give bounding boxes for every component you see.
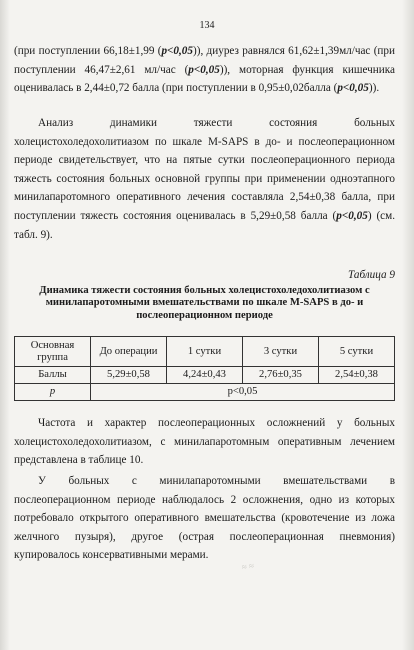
- table-cell: 2,54±0,38: [319, 367, 395, 384]
- paragraph-results-continued: (при поступлении 66,18±1,99 (p<0,05)), диурез равнялся 61,62±1,39мл/час (при поступлении 46,47±2,61 мл/час (p<0,05)), моторная функция кишечника оценивалась в 2,44±0,72 балла (при поступлении в 0,95±0,02балла (p<0,05)).: [14, 45, 395, 95]
- table-header-cell: 3 сутки: [243, 337, 319, 367]
- severity-table: [14, 336, 395, 401]
- table-header-row: [15, 337, 395, 367]
- faint-scan-mark: ≈ ≈: [241, 560, 255, 573]
- table-header-cell: 5 сутки: [319, 337, 395, 367]
- table-cell: 4,24±0,43: [167, 367, 243, 384]
- paragraph-msaps-analysis: Анализ динамики тяжести состояния больных холецистохоледохолитиазом по шкале M-SAPS в до- и послеоперационном периоде свидетельствует, что на пятые сутки послеоперационного периода тяжесть состояния больных основной группы при применении одноэтапного минилапаротомного оперативного лечения составляла 2,54±0,38 балла, при поступлении тяжесть состояния оценивалась в 5,29±0,58 балла (p<0,05) (см. табл. 9).: [14, 117, 396, 241]
- table-header-cell: Основная группа: [15, 337, 91, 367]
- table-p-label: p: [15, 384, 91, 401]
- scan-shadow-right: [402, 0, 414, 650]
- paragraph-complications-intro: Частота и характер послеоперационных осложнений у больных холецистохоледохолитиазом, с минилапаротомным оперативным лечением представлена в таблице 10.: [14, 417, 395, 467]
- page-number: 134: [199, 20, 215, 31]
- table-header-cell: До операции: [91, 337, 167, 367]
- table-label: Таблица 9: [348, 269, 395, 281]
- table-p-value: p<0,05: [91, 384, 395, 401]
- table-cell: 5,29±0,58: [91, 367, 167, 384]
- scan-shadow-left: [0, 0, 10, 650]
- table-row: [15, 367, 395, 384]
- paragraph-complications-detail: У больных с минилапаротомными вмешательствами в послеоперационном периоде наблюдалось 2 осложнения, одно из которых потребовало открытого оперативного вмешательства (кровотечение из ложа желчного пузыря), другое (острая послеоперационная пневмония) купировалось консервативными мерами.: [14, 475, 395, 562]
- table-cell: 2,76±0,35: [243, 367, 319, 384]
- table-title: Динамика тяжести состояния больных холецистохоледохолитиазом с минилапаротомными вмешательствами по шкале M-SAPS в до- и послеоперационном периоде: [39, 285, 370, 321]
- table-header-cell: 1 сутки: [167, 337, 243, 367]
- table-significance-row: [15, 384, 395, 401]
- table-row-label: Баллы: [15, 367, 91, 384]
